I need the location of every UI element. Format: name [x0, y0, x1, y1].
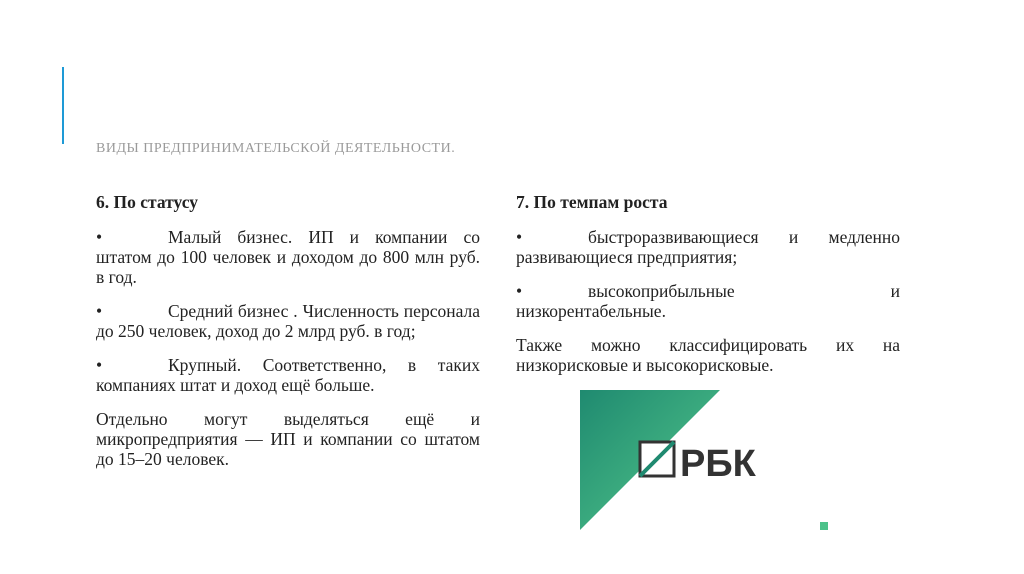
- right-item-2: • высокоприбыльные и низкорентабельные.: [516, 281, 900, 321]
- left-item-3: • Крупный. Соответственно, в таких компаниях штат и доход ещё больше.: [96, 355, 480, 395]
- left-item-1: • Малый бизнес. ИП и компании со штатом до 100 человек и доходом до 800 млн руб. в год.: [96, 227, 480, 287]
- right-note: Также можно классифицировать их на низкорисковые и высокорисковые.: [516, 335, 900, 375]
- slide-title: ВИДЫ ПРЕДПРИНИМАТЕЛЬСКОЙ ДЕЯТЕЛЬНОСТИ.: [96, 141, 456, 156]
- left-item-2: • Средний бизнес . Численность персонала до 250 человек, доход до 2 млрд руб. в год;: [96, 301, 480, 341]
- right-column: [516, 192, 900, 389]
- bullet: •: [96, 227, 103, 247]
- left-heading: 6. По статусу: [96, 192, 198, 212]
- right-item-1: • быстроразвивающиеся и медленно развивающиеся предприятия;: [516, 227, 900, 267]
- bullet: •: [516, 227, 523, 247]
- left-column: [96, 192, 480, 483]
- bullet: •: [96, 301, 103, 321]
- bullet: •: [516, 281, 523, 301]
- right-heading: 7. По темпам роста: [516, 192, 668, 212]
- bullet: •: [96, 355, 103, 375]
- logo-text: РБК: [680, 443, 756, 485]
- logo-triangle-tail: [820, 522, 828, 530]
- title-accent-bar: [62, 67, 64, 144]
- rbk-logo: [580, 390, 828, 530]
- left-note: Отдельно могут выделяться ещё и микропредприятия — ИП и компании со штатом до 15–20 человек.: [96, 409, 480, 469]
